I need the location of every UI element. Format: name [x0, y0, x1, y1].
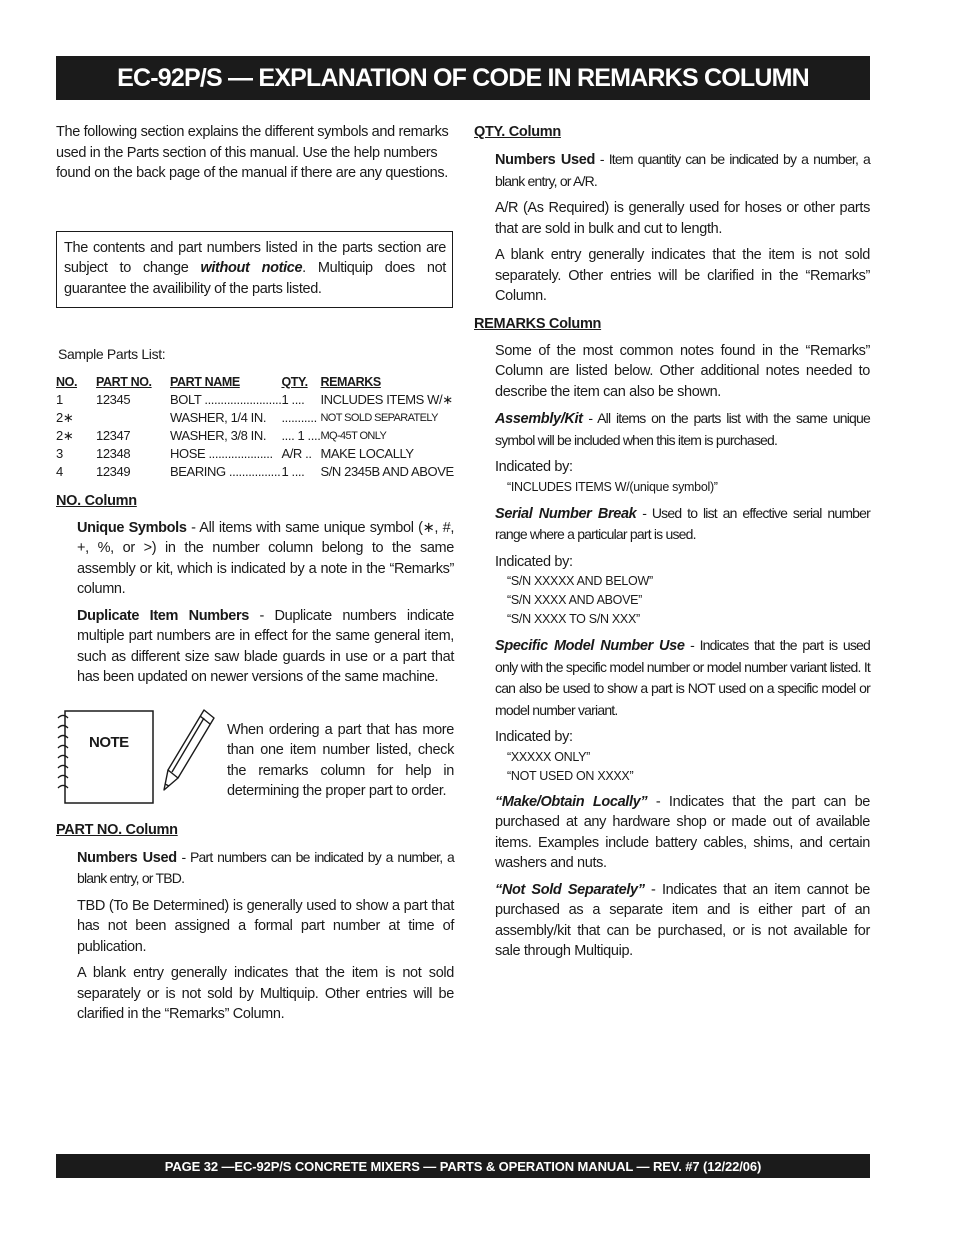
col-header-qty: QTY.	[281, 374, 308, 389]
note-label: NOTE	[89, 733, 129, 751]
qty-numbers-used-label: Numbers Used	[495, 152, 595, 168]
pencil-icon	[160, 706, 218, 796]
table-row	[56, 463, 454, 481]
part-numbers-used-text: - Part numbers can be indicated by a number, a blank entry, or TBD.	[77, 848, 455, 886]
assembly-kit-paragraph	[474, 408, 870, 451]
ar-paragraph: A/R (As Required) is generally used for hoses or other parts that are sold in bulk and cut to length.	[495, 200, 870, 237]
table-row	[56, 445, 454, 463]
notice-text	[64, 238, 446, 300]
model-example-2: “NOT USED ON XXXX”	[507, 768, 634, 783]
duplicate-numbers-label: Duplicate Item Numbers	[77, 607, 249, 624]
assembly-kit-label: Assembly/Kit	[495, 411, 583, 427]
notice-box	[56, 231, 453, 309]
serial-example-1: “S/N XXXXX AND BELOW”	[507, 574, 653, 588]
intro-paragraph: The following section explains the different symbols and remarks used in the Parts section of this manual. Use the help numbers found on the back page of the manual if there are any questions.	[56, 124, 449, 181]
serial-example-3: “S/N XXXX TO S/N XXX”	[507, 612, 640, 626]
unique-symbols-paragraph	[56, 518, 454, 600]
qty-column-heading: QTY. Column	[474, 124, 561, 140]
part-numbers-used-label: Numbers Used	[77, 849, 177, 866]
note-block	[56, 710, 454, 810]
serial-break-paragraph	[474, 503, 870, 546]
sample-parts-table	[56, 373, 454, 481]
part-blank-paragraph: A blank entry generally indicates that the item is not sold separately or is not sold by Multiquip. Other entries will be clarified in the “Remarks” Column.	[77, 965, 454, 1022]
sample-parts-label: Sample Parts List:	[58, 346, 166, 362]
qty-blank-paragraph: A blank entry generally indicates that the item is not sold separately. Other entries will be clarified in the “Remarks” Column.	[495, 247, 870, 304]
cell-name: WASHER, 3/8 IN.	[170, 427, 267, 443]
indicated-by-label: Indicated by:	[495, 459, 573, 475]
cell-part-no	[96, 409, 170, 427]
serial-break-label: Serial Number Break	[495, 505, 637, 522]
part-numbers-used-paragraph	[56, 847, 454, 890]
model-number-label: Specific Model Number Use	[495, 638, 685, 654]
cell-remarks: INCLUDES ITEMS W/∗	[320, 391, 453, 407]
page-footer	[56, 1154, 870, 1178]
cell-no: 2∗	[56, 409, 74, 425]
cell-part-no: 12347	[96, 427, 131, 443]
col-header-part-no: PART NO.	[96, 374, 152, 389]
make-locally-label: “Make/Obtain Locally”	[495, 793, 648, 810]
indicated-by-label: Indicated by:	[495, 729, 573, 745]
remarks-column-heading: REMARKS Column	[474, 315, 602, 332]
cell-no: 2∗	[56, 427, 74, 443]
indicated-by-label: Indicated by:	[495, 553, 573, 570]
serial-break-text: - Used to list an effective serial number range where a particular part is used.	[495, 504, 871, 542]
cell-part-no: 12345	[96, 391, 131, 407]
cell-name: WASHER, 1/4 IN.	[170, 409, 267, 425]
cell-qty: .... 1 ....	[281, 427, 321, 443]
cell-remarks: MAKE LOCALLY	[320, 445, 414, 461]
make-locally-paragraph	[474, 792, 870, 874]
unique-symbols-label: Unique Symbols	[77, 519, 187, 536]
page-title	[56, 56, 870, 100]
notice-text-end: . Multiquip does not guarantee the availibility of the parts listed.	[64, 260, 446, 297]
table-row	[56, 409, 454, 427]
assembly-example: “INCLUDES ITEMS W/(unique symbol)”	[507, 479, 718, 494]
not-sold-paragraph	[474, 880, 870, 962]
left-column	[56, 122, 454, 1025]
no-column-heading: NO. Column	[56, 492, 137, 509]
cell-no: 4	[56, 463, 63, 479]
model-example-1: “XXXXX ONLY”	[507, 749, 590, 764]
cell-name: BEARING ................	[170, 463, 281, 479]
table-row	[56, 427, 454, 445]
notice-emphasis: without notice	[200, 260, 303, 276]
cell-remarks: NOT SOLD SEPARATELY	[320, 411, 438, 424]
notice-text-start: The contents and part numbers listed in the parts section are subject to change	[64, 239, 446, 276]
model-number-text: - Indicates that the part is used only with the specific model number or model number variant listed. It can also be used to show a part is NOT used on a specific model or model number variant.	[495, 637, 870, 718]
col-header-part-name: PART NAME	[170, 374, 240, 389]
table-row	[56, 391, 454, 409]
assembly-kit-text: - All items on the parts list with the same unique symbol will be included when this item is purchased.	[495, 410, 870, 448]
cell-no: 1	[56, 391, 63, 407]
make-locally-text: - Indicates that the part can be purchased at any hardware shop or made out of available items. Examples include battery cables, shims, and certain washers and nuts.	[495, 793, 871, 871]
cell-qty: A/R ..	[281, 445, 312, 461]
duplicate-numbers-text: - Duplicate numbers indicate multiple part numbers are in effect for the same general item, such as different size saw blade guards in use or a part that has been updated on newer versions of the same machine.	[77, 607, 454, 685]
cell-remarks: S/N 2345B AND ABOVE	[320, 463, 454, 479]
footer-text: PAGE 32 —EC-92P/S CONCRETE MIXERS — PARTS & OPERATION MANUAL — REV. #7 (12/22/06)	[164, 1158, 762, 1174]
right-column	[474, 122, 870, 962]
not-sold-text: - Indicates that an item cannot be purchased as a separate item and is either part of an assembly/kit that can be purchased, or is not available for sale through Multiquip.	[495, 881, 870, 959]
part-no-column-heading: PART NO. Column	[56, 821, 178, 838]
page-title-text: EC-92P/S — EXPLANATION OF CODE IN REMARKS COLUMN	[117, 63, 809, 92]
cell-remarks: MQ-45T ONLY	[320, 429, 387, 442]
cell-part-no: 12348	[96, 445, 131, 461]
col-header-remarks: REMARKS	[320, 374, 381, 389]
cell-no: 3	[56, 445, 63, 461]
cell-name: HOSE ....................	[170, 445, 273, 461]
cell-qty: 1 ....	[281, 391, 305, 407]
cell-qty: ...........	[281, 409, 317, 425]
unique-symbols-text: - All items with same unique symbol (∗, #, +, %, or >) in the number column belong to the same assembly or kit, which is indicated by a note in the “Remarks” column.	[77, 519, 455, 597]
cell-part-no: 12349	[96, 463, 131, 479]
qty-numbers-used-text: - Item quantity can be indicated by a number, a blank entry, or A/R.	[495, 151, 870, 189]
tbd-paragraph: TBD (To Be Determined) is generally used to show a part that has not been assigned a formal part number at time of publication.	[77, 897, 454, 955]
note-text: When ordering a part that has more than one item number listed, check the remarks column for help in determining the proper part to order.	[227, 721, 454, 799]
qty-numbers-used-paragraph	[474, 149, 870, 192]
remarks-intro-paragraph: Some of the most common notes found in the “Remarks” Column are listed below. Other additional notes needed to describe the item can also be shown.	[495, 342, 870, 400]
model-number-paragraph	[474, 635, 870, 721]
not-sold-label: “Not Sold Separately”	[495, 881, 645, 898]
cell-name: BOLT ........................	[170, 391, 282, 407]
serial-example-2: “S/N XXXX AND ABOVE”	[507, 593, 643, 607]
cell-qty: 1 ....	[281, 463, 305, 479]
duplicate-numbers-paragraph	[56, 606, 454, 688]
notebook-icon	[56, 710, 156, 808]
col-header-no: NO.	[56, 374, 78, 389]
table-header-row	[56, 373, 454, 391]
